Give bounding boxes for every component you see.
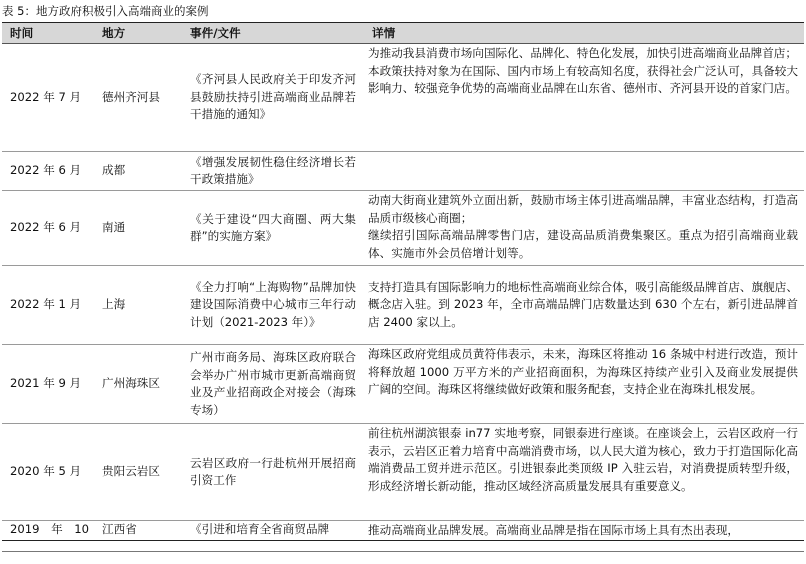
table-row — [2, 191, 804, 266]
header-place: 地方 — [102, 26, 126, 40]
row-event: 《增强发展韧性稳住经济增长若干政策措施》 — [190, 154, 356, 186]
detail-paragraph: 推动高端商业品牌发展。高端商业品牌是指在国际市场上具有杰出表现， — [368, 523, 740, 537]
row-event: 云岩区政府一行赴杭州开展招商引资工作 — [190, 455, 356, 487]
row-event: 广州市商务局、海珠区政府联合会举办广州市城市更新高端商贸业及产业招商政企对接会（海珠专场） — [190, 350, 356, 417]
table-row — [2, 152, 804, 191]
table-row — [2, 266, 804, 345]
row-detail — [364, 266, 804, 344]
table-row — [2, 345, 804, 424]
row-time: 2019 年 10 — [10, 522, 90, 536]
row-detail — [364, 424, 804, 520]
detail-paragraph: 为推动我县消费市场向国际化、品牌化、特色化发展，加快引进高端商业品牌首店； — [368, 46, 797, 60]
row-event: 《齐河县人民政府关于印发齐河县鼓励扶持引进高端商业品牌若干措施的通知》 — [190, 72, 356, 122]
table-row — [2, 424, 804, 521]
table-row — [2, 521, 804, 540]
row-detail — [364, 152, 804, 190]
row-place: 江西省 — [102, 522, 137, 536]
table-header — [2, 23, 804, 44]
detail-paragraph: 支持打造具有国际影响力的地标性高端商业综合体，吸引高能级品牌首店、旗舰店、概念店入驻。到 2023 年，全市高端品牌门店数量达到 630 个左右，新引进品牌首店 2400 家以上。 — [368, 279, 798, 329]
row-time: 2022 年 7 月 — [10, 89, 82, 104]
header-event: 事件/文件 — [190, 26, 241, 40]
table-row — [2, 44, 804, 152]
detail-paragraph: 继续招引国际高端品牌零售门店，建设高品质消费集聚区。重点为招引高端商业载体、实施市外会员倍增计划等。 — [368, 228, 798, 260]
row-event: 《引进和培育全省商贸品牌 — [190, 522, 330, 536]
row-detail — [364, 44, 804, 151]
row-place: 上海 — [102, 297, 126, 312]
header-time: 时间 — [10, 26, 34, 40]
row-time: 2021 年 9 月 — [10, 376, 82, 391]
row-time: 2020 年 5 月 — [10, 464, 82, 479]
detail-paragraph: 动南大街商业建筑外立面出新，鼓励市场主体引进高端品牌，丰富业态结构，打造高品质市级核心商圈； — [368, 193, 798, 225]
row-place: 贵阳云岩区 — [102, 464, 160, 479]
table-caption: 表 5：地方政府积极引入高端商业的案例 — [2, 4, 209, 18]
row-event: 《关于建设“四大商圈、两大集群”的实施方案》 — [190, 211, 356, 243]
row-detail — [364, 191, 804, 265]
row-time: 2022 年 1 月 — [10, 297, 82, 312]
row-event: 《全力打响“上海购物”品牌加快建设国际消费中心城市三年行动计划（2021-2023 年）》 — [190, 279, 356, 329]
row-place: 成都 — [102, 163, 126, 178]
row-time: 2022 年 6 月 — [10, 220, 82, 235]
row-detail — [364, 345, 804, 423]
detail-paragraph: 前往杭州湖滨银泰 in77 实地考察，同银泰进行座谈。在座谈会上，云岩区政府一行表示，云岩区正着力培育中高端消费市场，以人民大道为核心，致力于打造国际化高端消费品工贸并进示范区。引进银泰此类顶级 IP 入驻云岩，对消费提质转型升级，形成经济增长新动能，推动区域经济高质量发展具有重要意义。 — [368, 426, 798, 493]
row-detail — [364, 521, 804, 540]
cases-table — [2, 22, 804, 541]
row-place: 德州齐河县 — [102, 89, 160, 104]
detail-paragraph: 海珠区政府党组成员黄符伟表示，未来，海珠区将推动 16 条城中村进行改造，预计将释放超 1000 万平方米的产业招商面积，为海珠区持续产业引入及商业发展提供广阔的空间。海珠区将继续做好政策和服务配套，支持企业在海珠扎根发展。 — [368, 347, 798, 396]
bottom-rule — [2, 551, 804, 552]
header-detail: 详情 — [372, 26, 396, 40]
row-time: 2022 年 6 月 — [10, 163, 82, 178]
detail-paragraph: 本政策扶持对象为在国际、国内市场上有较高知名度，获得社会广泛认可，具备较大影响力、较强竞争优势的高端商业品牌在山东省、德州市、齐河县开设的首家门店。 — [368, 63, 798, 95]
row-place: 广州海珠区 — [102, 376, 160, 391]
row-place: 南通 — [102, 220, 126, 235]
